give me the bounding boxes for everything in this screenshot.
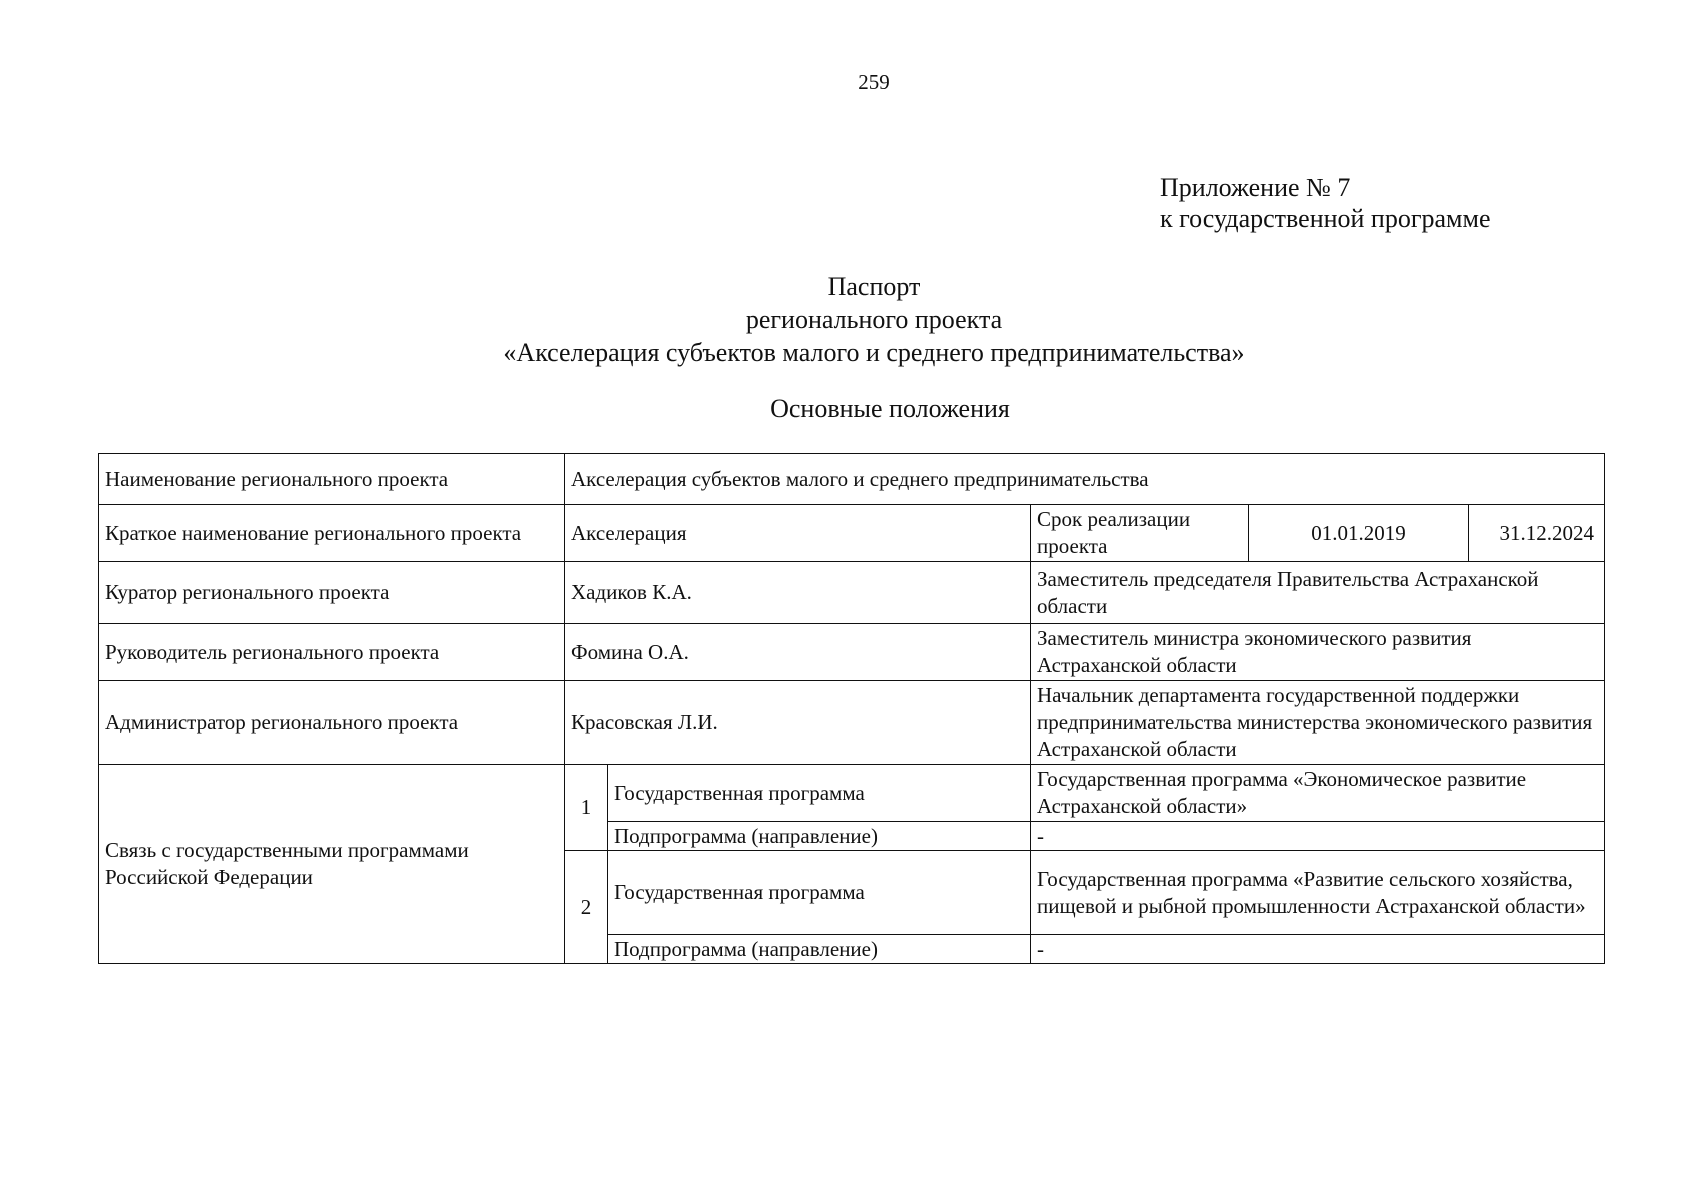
title-line-2: регионального проекта (745, 305, 1003, 334)
link-1-subprogram-label: Подпрограмма (направление) (608, 822, 1031, 851)
link-2-program-value: Государственная программа «Развитие сельского хозяйства, пищевой и рыбной промышленности Астраханской области» (1031, 851, 1605, 935)
document-title (0, 270, 1697, 369)
administrator-name: Красовская Л.И. (565, 681, 1031, 765)
head-label: Руководитель регионального проекта (99, 624, 565, 681)
term-end: 31.12.2024 (1469, 505, 1605, 562)
curator-position: Заместитель председателя Правительства Астраханской области (1031, 562, 1605, 624)
row-link-1-program (99, 765, 1605, 822)
title-line-3: «Акселерация субъектов малого и среднего предпринимательства» (503, 338, 1245, 367)
head-name: Фомина О.А. (565, 624, 1031, 681)
row-short-name (99, 505, 1605, 562)
appendix-line-1: Приложение № 7 (1160, 173, 1351, 202)
head-position: Заместитель министра экономического развития Астраханской области (1031, 624, 1605, 681)
section-title: Основные положения (770, 394, 1010, 423)
administrator-label: Администратор регионального проекта (99, 681, 565, 765)
link-1-program-label: Государственная программа (608, 765, 1031, 822)
row-curator (99, 562, 1605, 624)
row-administrator (99, 681, 1605, 765)
curator-label: Куратор регионального проекта (99, 562, 565, 624)
term-start: 01.01.2019 (1249, 505, 1469, 562)
link-2-subprogram-value: - (1031, 935, 1605, 964)
link-2-subprogram-label: Подпрограмма (направление) (608, 935, 1031, 964)
short-name-label: Краткое наименование регионального проекта (99, 505, 565, 562)
curator-name: Хадиков К.А. (565, 562, 1031, 624)
administrator-position: Начальник департамента государственной поддержки предпринимательства министерства экономического развития Астраханской области (1031, 681, 1605, 765)
link-2-number: 2 (565, 851, 608, 964)
passport-table (98, 453, 1605, 964)
term-label: Срок реализации проекта (1031, 505, 1249, 562)
link-1-program-value: Государственная программа «Экономическое развитие Астраханской области» (1031, 765, 1605, 822)
title-line-1: Паспорт (827, 272, 921, 301)
link-1-number: 1 (565, 765, 608, 851)
link-2-program-label: Государственная программа (608, 851, 1031, 935)
appendix-note (1160, 172, 1491, 234)
row-head (99, 624, 1605, 681)
appendix-line-2: к государственной программе (1160, 204, 1491, 233)
page-number: 259 (858, 70, 890, 94)
project-name-label: Наименование регионального проекта (99, 454, 565, 505)
links-label: Связь с государственными программами Российской Федерации (99, 765, 565, 964)
row-project-name (99, 454, 1605, 505)
link-1-subprogram-value: - (1031, 822, 1605, 851)
project-name-value: Акселерация субъектов малого и среднего предпринимательства (565, 454, 1605, 505)
short-name-value: Акселерация (565, 505, 1031, 562)
